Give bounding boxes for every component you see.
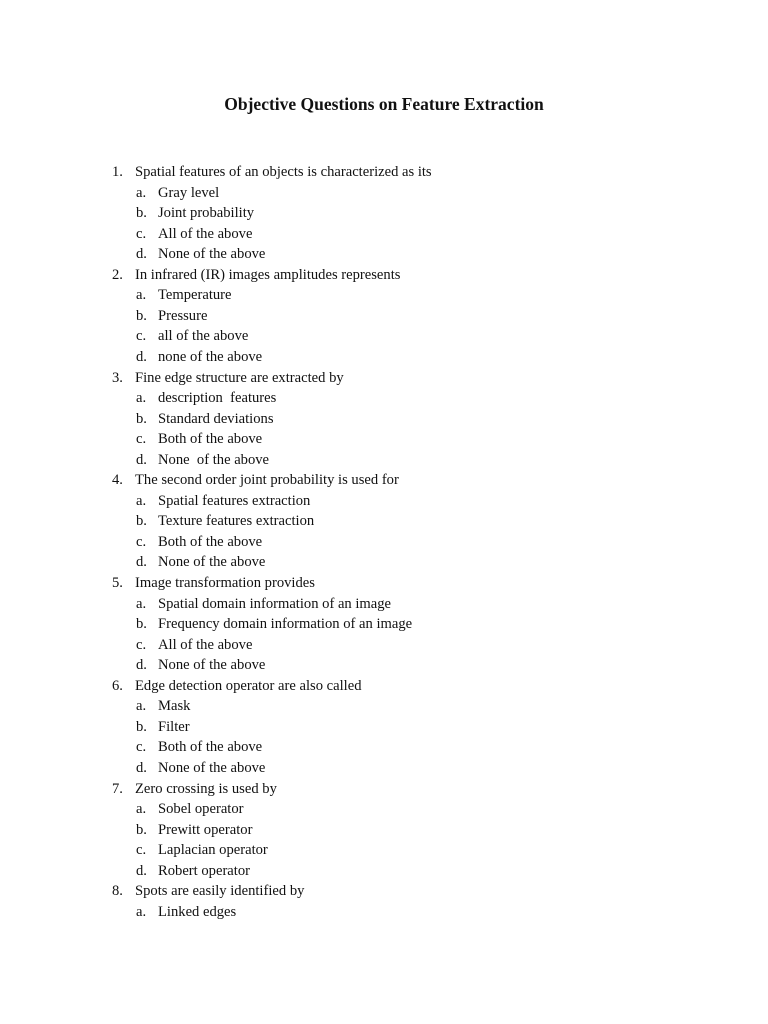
option-text: Robert operator (158, 862, 250, 879)
option-text: None of the above (158, 451, 270, 468)
option-text: Texture features extraction (158, 513, 315, 530)
option-letter: c. (136, 431, 147, 448)
option-letter: a. (136, 287, 147, 304)
document-title: Objective Questions on Feature Extraction (224, 94, 544, 114)
option-letter: b. (136, 307, 147, 324)
option-letter: a. (136, 698, 147, 715)
option-letter: a. (136, 903, 147, 920)
option-letter: a. (136, 595, 147, 612)
option-text: Joint probability (158, 205, 255, 222)
question-text: Fine edge structure are extracted by (135, 369, 344, 386)
question-number: 5. (112, 575, 123, 591)
option-letter: b. (136, 718, 147, 735)
option-text: description features (158, 390, 277, 407)
option-text: Laplacian operator (158, 842, 268, 859)
option-text: Sobel operator (158, 801, 244, 818)
question-number: 2. (112, 266, 123, 283)
option-text: Both of the above (158, 431, 263, 448)
question-number: 4. (112, 472, 123, 489)
option-letter: c. (136, 636, 147, 653)
option-letter: d. (136, 657, 147, 674)
option-letter: c. (136, 739, 147, 756)
option-letter: c. (136, 328, 147, 345)
option-letter: d. (136, 759, 147, 776)
option-letter: d. (136, 348, 147, 365)
option-text: Gray level (158, 184, 220, 201)
option-letter: b. (136, 513, 147, 530)
option-letter: c. (136, 842, 147, 859)
question-number: 8. (112, 883, 123, 900)
question-text: Zero crossing is used by (135, 780, 277, 797)
option-letter: c. (136, 533, 147, 550)
option-letter: d. (136, 554, 147, 571)
option-text: Frequency domain information of an image (158, 616, 413, 633)
question-number: 6. (112, 677, 123, 694)
option-text: all of the above (158, 328, 249, 345)
option-text: Both of the above (158, 533, 263, 550)
option-text: All of the above (158, 225, 253, 242)
question-text: In infrared (IR) images amplitudes represents (135, 266, 401, 283)
option-text: None of the above (158, 246, 266, 263)
option-text: None of the above (158, 657, 266, 674)
option-letter: b. (136, 616, 147, 633)
option-text: None of the above (158, 554, 266, 571)
question-text: Edge detection operator are also called (135, 677, 362, 694)
option-text: Filter (158, 718, 190, 735)
option-letter: b. (136, 205, 147, 222)
option-text: Both of the above (158, 739, 263, 756)
option-text: none of the above (158, 348, 263, 365)
option-text: Prewitt operator (158, 821, 253, 838)
option-text: All of the above (158, 636, 253, 653)
question-number: 7. (112, 780, 123, 797)
option-letter: d. (136, 451, 147, 468)
option-text: Pressure (158, 307, 208, 324)
option-text: None of the above (158, 759, 266, 776)
option-letter: d. (136, 862, 147, 879)
option-text: Linked edges (158, 903, 237, 920)
question-text: Spots are easily identified by (135, 883, 305, 900)
question-text: Spatial features of an objects is characterized as its (135, 164, 432, 180)
option-text: Temperature (158, 287, 232, 304)
option-text: Mask (158, 698, 191, 715)
option-letter: b. (136, 410, 147, 427)
option-text: Standard deviations (158, 410, 274, 427)
question-number: 1. (112, 164, 123, 180)
option-letter: a. (136, 492, 147, 509)
option-letter: d. (136, 246, 147, 263)
option-letter: a. (136, 801, 147, 818)
option-text: Spatial features extraction (158, 492, 311, 509)
option-text: Spatial domain information of an image (158, 595, 392, 612)
option-letter: c. (136, 225, 147, 242)
option-letter: a. (136, 390, 147, 407)
question-text: The second order joint probability is used for (135, 472, 399, 489)
option-letter: b. (136, 821, 147, 838)
question-text: Image transformation provides (135, 575, 315, 591)
question-number: 3. (112, 369, 123, 386)
option-letter: a. (136, 184, 147, 201)
